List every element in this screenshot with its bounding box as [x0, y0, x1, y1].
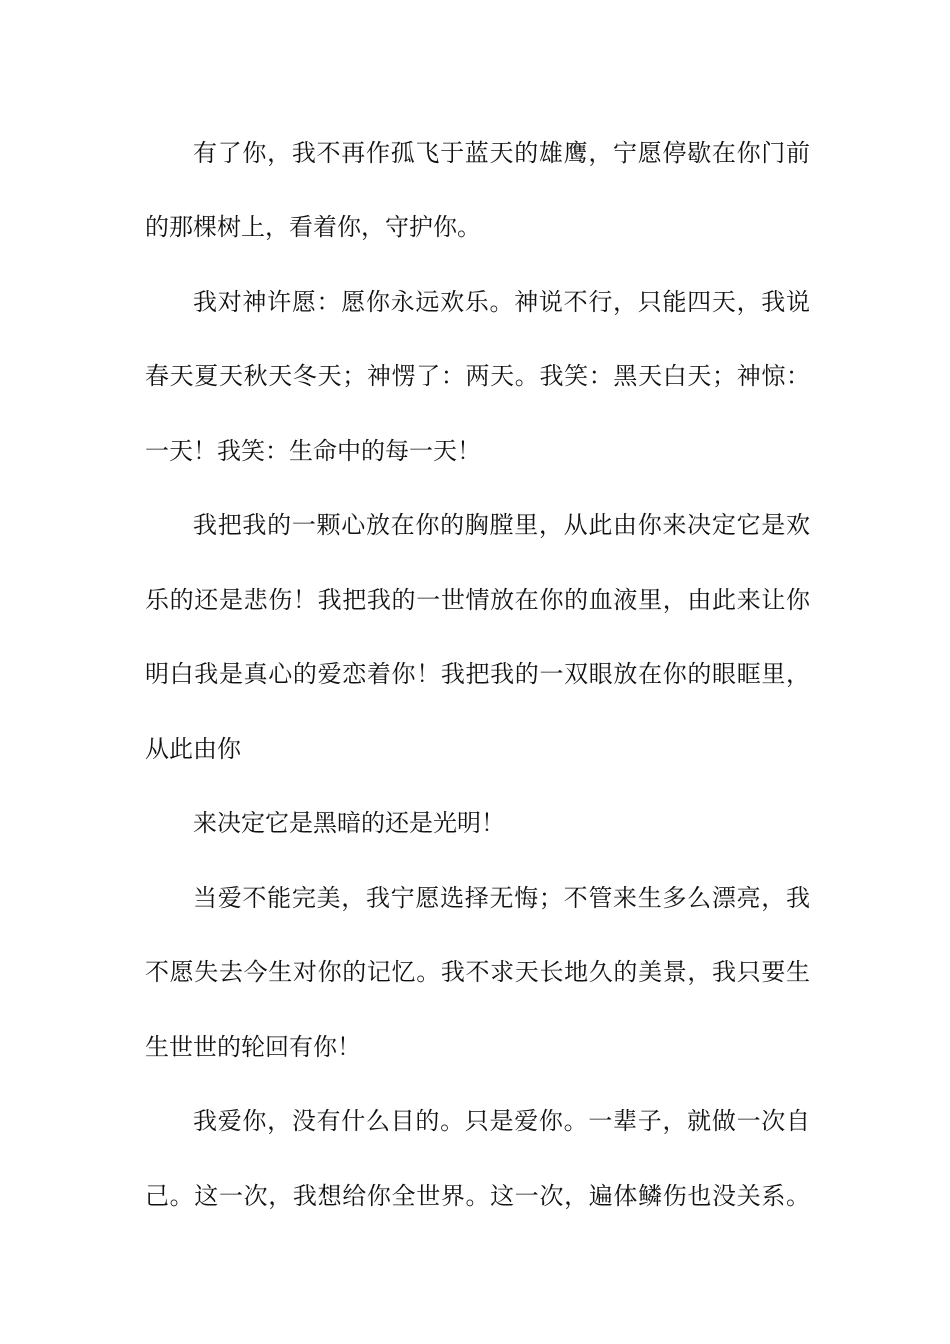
text-line: 春天夏天秋天冬天；神愣了：两天。我笑：黑天白天；神惊：: [145, 362, 810, 390]
text-line: 明白我是真心的爱恋着你！我把我的一双眼放在你的眼眶里，: [145, 660, 810, 688]
text-line: 我把我的一颗心放在你的胸膛里，从此由你来决定它是欢: [193, 511, 810, 539]
text-line: 有了你，我不再作孤飞于蓝天的雄鹰，宁愿停歇在你门前: [193, 139, 810, 167]
text-line: 生世世的轮回有你！: [145, 1033, 361, 1061]
text-line: 己。这一次，我想给你全世界。这一次，遍体鳞伤也没关系。: [145, 1182, 810, 1210]
text-line: 我爱你，没有什么目的。只是爱你。一辈子，就做一次自: [193, 1107, 810, 1135]
text-line: 一天！我笑：生命中的每一天！: [145, 437, 481, 465]
text-line: 我对神许愿：愿你永远欢乐。神说不行，只能四天，我说: [193, 288, 810, 316]
text-line: 乐的还是悲伤！我把我的一世情放在你的血液里，由此来让你: [145, 586, 810, 614]
text-line: 来决定它是黑暗的还是光明！: [193, 809, 505, 837]
text-line: 不愿失去今生对你的记忆。我不求天长地久的美景，我只要生: [145, 958, 810, 986]
text-line: 的那棵树上，看着你，守护你。: [145, 213, 481, 241]
text-line: 当爱不能完美，我宁愿选择无悔；不管来生多么漂亮，我: [193, 884, 810, 912]
text-line: 从此由你: [145, 735, 241, 763]
